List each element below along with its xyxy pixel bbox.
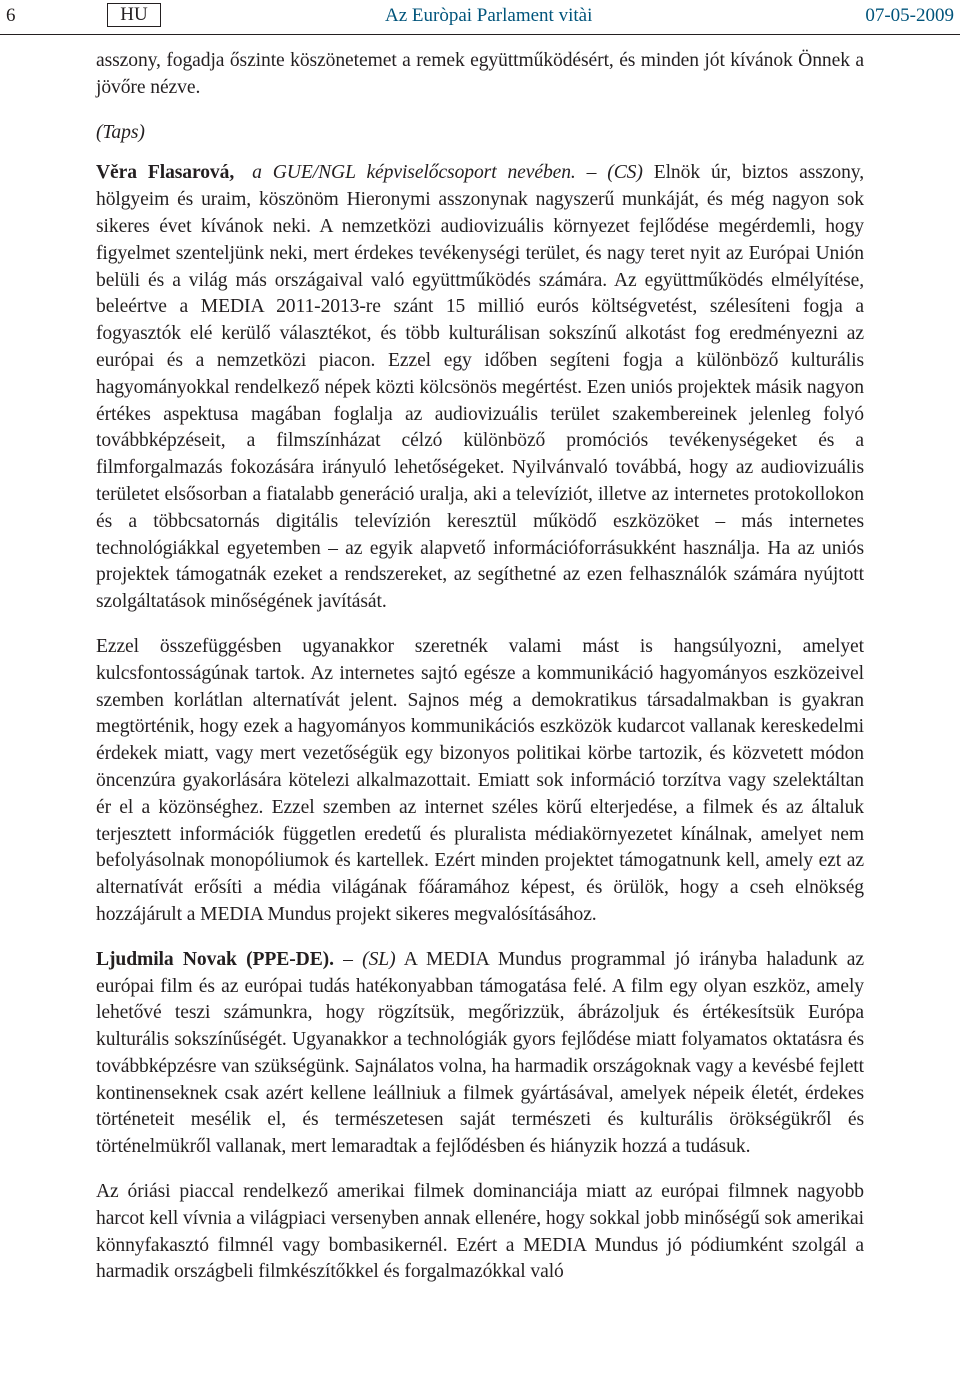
applause-note: (Taps) — [96, 121, 145, 143]
language-code-box: HU — [107, 3, 161, 27]
page-header — [0, 0, 960, 35]
speaker-name: Ljudmila Novak (PPE-DE). — [96, 948, 334, 970]
document-body — [96, 48, 864, 1286]
speaker-role: a GUE/NGL képviselőcsoport nevében. — [252, 162, 576, 184]
speech-continuation: Az óriási piaccal rendelkező amerikai filmek dominanciája miatt az európai filmnek nagyobb harcot kell vívnia a világpiaci versenyben annak ellenére, hogy sokkal jobb minőségű sok amerikai könnyfakasztó filmnél vagy bombasikernél. Ezért a MEDIA Mundus jó pódiumként szolgál a harmadik országbeli filmkészítőkkel és forgalmazókkal való — [96, 1181, 864, 1283]
speech-flasarova — [96, 160, 864, 616]
dash: – — [575, 162, 608, 184]
paragraph-closing-thanks: asszony, fogadja őszinte köszönetemet a remek együttműködésért, és minden jót kívánok Önnek a jövőre nézve. — [96, 50, 864, 98]
page-number: 6 — [6, 5, 16, 26]
dash: – — [333, 948, 363, 970]
document-date: 07-05-2009 — [865, 5, 954, 26]
speech-text: Elnök úr, biztos asszony, hölgyeim és uraim, köszönöm Hieronymi asszonynak nagyszerű munkáját, és még nagyon sok sikeres évet kívánok neki. A nemzetközi audiovizuális környezet fejlődése megérdemli, hogy figyelmet szenteljünk neki, mert érdekes tevékenységi terület, és nagy teret nyit az Európai Unión belüli és a világ más országaival való együttműködés számára. Az együttműködés elmélyítése, beleértve a MEDIA 2011-2013-re szánt 15 millió eurós költségvetést, szélesíteni fogja a fogyasztók elé kerülő választékot, és több kulturálisan sokszínű alkotást fog eredményezni az európai és a nemzetközi piacon. Ezzel egy időben segíteni fogja a különböző kulturális hagyományokkal rendelkező népek közti kölcsönös megértést. Ezen uniós projektek másik nagyon értékes aspektusa magában foglalja az audiovizuális terület szakembereinek jelenleg folyó továbbképzéseit, a filmszínházat célzó különböző promóciós tevékenységeket és a filmforgalmazás fokozására irányuló lehetőségeket. Nyilvánvaló továbbá, hogy az audiovizuális területet elsősorban a fiatalabb generáció uralja, aki a televíziót, illetve az internetes protokollokon és a többcsatornás digitális televízión keresztül működő eszközöket – más internetes technológiákkal egyetemben – az egyik alapvető információforrásukként használja. Ha az uniós projektek támogatnák ezeket a rendszereket, az segíthetné az ezen felhasználók számára nyújtott szolgáltatások minőségének javítását. — [96, 162, 864, 613]
language-tag: (SL) — [362, 948, 396, 970]
speaker-name: Věra Flasarová, — [96, 162, 235, 184]
speech-text: A MEDIA Mundus programmal jó irányba haladunk az európai film és az európai tudás hatékonyabban támogatása felé. A film egy olyan eszköz, amely lehetővé teszi számunkra, hogy rögzítsük, megőrizzük, ábrázoljuk és értékesítsük Európa kulturális sokszínűségét. Ugyanakkor a technológiák gyors fejlődése miatt folyamatos oktatásra és továbbképzésre van szükségünk. Sajnálatos volna, ha harmadik országoknak vagy a kevésbé fejlett kontinenseknek csak azért kellene leállniuk a filmek gyártásával, amelyek népeik életét, érdekes történeteit mesélik el, és természetesen saját természeti és kulturális örökségükről és történelmükről vallanak, mert lemaradtak a fejlődésben és hiányzik hozzá a tudásuk. — [96, 948, 864, 1158]
document-title: Az Euròpai Parlament vitài — [385, 5, 593, 26]
speech-continuation: Ezzel összefüggésben ugyanakkor szeretnék valami mást is hangsúlyozni, amelyet kulcsfontosságúnak tartok. Az internetes sajtó egésze a kommunikáció hagyományos eszközeivel szemben korlátlan alternatívát jelent. Sajnos még a demokratikus társadalmakban is gyakran megtörténik, hogy ezek a hagyományos kommunikációs eszközök kudarcot vallanak kereskedelmi érdekek miatt, vagy mert vezetőségük egy bizonyos politikai körbe tartozik, és közvetett módon öncenzúra gyakorlására kötelezi alkalmazottait. Emiatt sok információ torzítva vagy szelektáltan ér el a közönséghez. Ezzel szemben az internet széles körű elterjedése, a filmek és az általuk terjesztett információk független eredetű és pluralista médiakörnyezetet kínálnak, amelyet nem befolyásolnak monopóliumok és kartellek. Ezért minden projektet támogatnunk kell, amely ezt az alternatívát erősíti a média világának főáramához képest, és örülök, hogy a cseh elnökség hozzájárult a MEDIA Mundus projekt sikeres megvalósításához. — [96, 635, 864, 925]
language-tag: (CS) — [607, 162, 643, 184]
speech-novak — [96, 947, 864, 1161]
